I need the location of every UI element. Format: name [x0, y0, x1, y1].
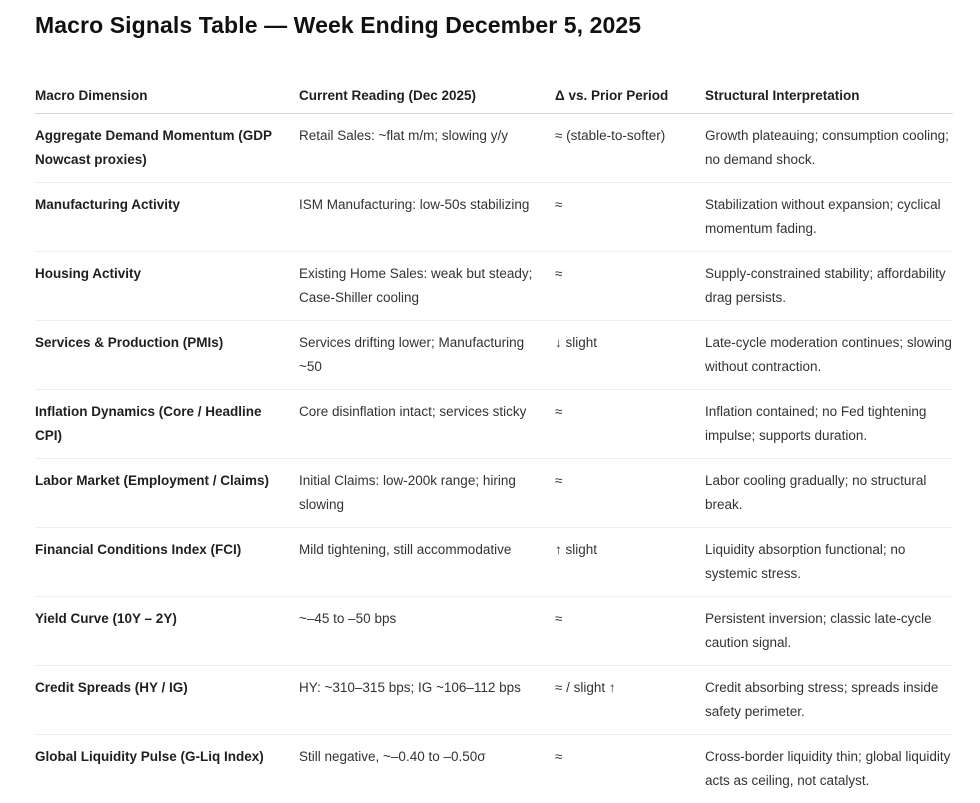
cell-interpretation: Growth plateauing; consumption cooling; no demand shock. [705, 114, 953, 183]
table-row [35, 735, 953, 803]
cell-macro-dimension: Yield Curve (10Y – 2Y) [35, 597, 299, 666]
cell-macro-dimension: Housing Activity [35, 252, 299, 321]
table-row [35, 252, 953, 321]
cell-macro-dimension: Labor Market (Employment / Claims) [35, 459, 299, 528]
cell-delta: ≈ [555, 735, 705, 803]
cell-delta: ↑ slight [555, 528, 705, 597]
cell-delta: ≈ / slight ↑ [555, 666, 705, 735]
table-row [35, 390, 953, 459]
table-row [35, 666, 953, 735]
cell-macro-dimension: Inflation Dynamics (Core / Headline CPI) [35, 390, 299, 459]
cell-delta: ↓ slight [555, 321, 705, 390]
cell-interpretation: Supply-constrained stability; affordability drag persists. [705, 252, 953, 321]
header-delta-vs-prior: Δ vs. Prior Period [555, 78, 705, 114]
cell-interpretation: Cross-border liquidity thin; global liquidity acts as ceiling, not catalyst. [705, 735, 953, 803]
cell-delta: ≈ (stable-to-softer) [555, 114, 705, 183]
cell-current-reading: Still negative, ~–0.40 to –0.50σ [299, 735, 555, 803]
table-body [35, 114, 953, 803]
page-title: Macro Signals Table — Week Ending December 5, 2025 [35, 10, 641, 40]
table-header [35, 78, 953, 114]
cell-delta: ≈ [555, 252, 705, 321]
cell-interpretation: Late-cycle moderation continues; slowing without contraction. [705, 321, 953, 390]
cell-interpretation: Stabilization without expansion; cyclical momentum fading. [705, 183, 953, 252]
cell-current-reading: Core disinflation intact; services sticky [299, 390, 555, 459]
cell-current-reading: Services drifting lower; Manufacturing ~50 [299, 321, 555, 390]
cell-current-reading: ~–45 to –50 bps [299, 597, 555, 666]
header-row [35, 78, 953, 114]
table-row [35, 459, 953, 528]
cell-macro-dimension: Credit Spreads (HY / IG) [35, 666, 299, 735]
cell-interpretation: Labor cooling gradually; no structural break. [705, 459, 953, 528]
cell-interpretation: Liquidity absorption functional; no systemic stress. [705, 528, 953, 597]
cell-macro-dimension: Manufacturing Activity [35, 183, 299, 252]
cell-macro-dimension: Services & Production (PMIs) [35, 321, 299, 390]
table-row [35, 183, 953, 252]
cell-delta: ≈ [555, 390, 705, 459]
cell-current-reading: Initial Claims: low-200k range; hiring slowing [299, 459, 555, 528]
header-current-reading: Current Reading (Dec 2025) [299, 78, 555, 114]
table-row [35, 321, 953, 390]
header-macro-dimension: Macro Dimension [35, 78, 299, 114]
cell-interpretation: Persistent inversion; classic late-cycle caution signal. [705, 597, 953, 666]
cell-macro-dimension: Aggregate Demand Momentum (GDP Nowcast proxies) [35, 114, 299, 183]
cell-macro-dimension: Financial Conditions Index (FCI) [35, 528, 299, 597]
macro-signals-table [35, 78, 953, 803]
header-structural-interpretation: Structural Interpretation [705, 78, 953, 114]
cell-interpretation: Inflation contained; no Fed tightening impulse; supports duration. [705, 390, 953, 459]
cell-current-reading: Mild tightening, still accommodative [299, 528, 555, 597]
table-row [35, 114, 953, 183]
cell-current-reading: HY: ~310–315 bps; IG ~106–112 bps [299, 666, 555, 735]
cell-macro-dimension: Global Liquidity Pulse (G-Liq Index) [35, 735, 299, 803]
table-row [35, 597, 953, 666]
cell-interpretation: Credit absorbing stress; spreads inside safety perimeter. [705, 666, 953, 735]
cell-current-reading: Existing Home Sales: weak but steady; Case-Shiller cooling [299, 252, 555, 321]
cell-current-reading: Retail Sales: ~flat m/m; slowing y/y [299, 114, 555, 183]
cell-delta: ≈ [555, 183, 705, 252]
cell-delta: ≈ [555, 597, 705, 666]
cell-delta: ≈ [555, 459, 705, 528]
cell-current-reading: ISM Manufacturing: low-50s stabilizing [299, 183, 555, 252]
table-row [35, 528, 953, 597]
